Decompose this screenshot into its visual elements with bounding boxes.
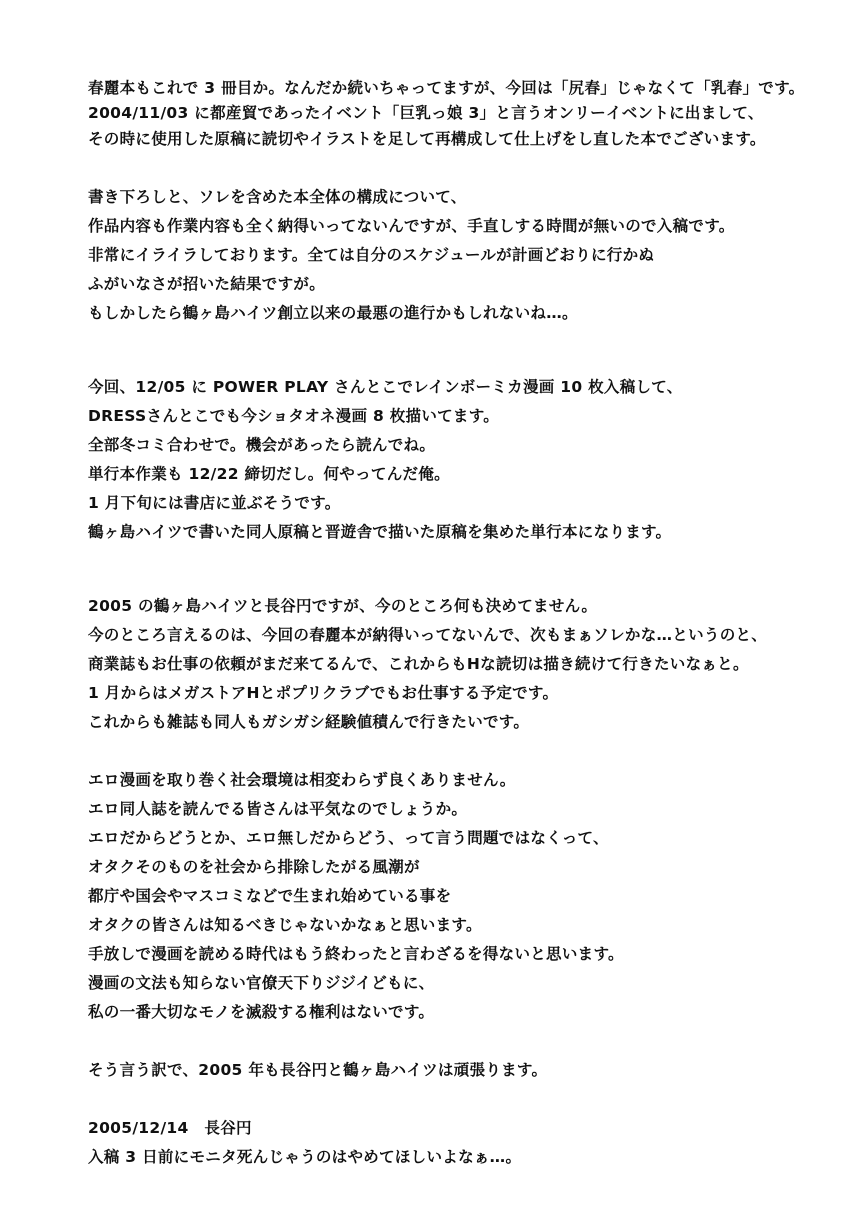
text-line: 手放しで漫画を読める時代はもう終わったと言わざるを得ないと思います。 [88,945,624,963]
text-line: 単行本作業も 12/22 締切だし。何やってんだ俺。 [88,465,450,483]
text-line: 非常にイライラしております。全ては自分のスケジュールが計画どおりに行かぬ [88,246,655,264]
text-line: エロだからどうとか、エロ無しだからどう、って言う問題ではなくって、 [88,829,609,847]
text-line: 作品内容も作業内容も全く納得いってないんですが、手直しする時間が無いので入稿です。 [88,217,735,235]
text-line: 1 月下旬には書店に並ぶそうです。 [88,494,341,512]
text-line: オタクそのものを社会から排除したがる風潮が [88,858,420,876]
text-line: 春麗本もこれで 3 冊目か。なんだか続いちゃってますが、今回は「尻春」じゃなくて「乳春」です。 [88,79,805,97]
text-line: 今のところ言えるのは、今回の春麗本が納得いってないんで、次もまぁソレかな…というのと、 [88,626,768,644]
text-line: エロ漫画を取り巻く社会環境は相変わらず良くありません。 [88,771,516,789]
text-line: オタクの皆さんは知るべきじゃないかなぁと思います。 [88,916,482,934]
text-line: 都庁や国会やマスコミなどで生まれ始めている事を [88,887,452,905]
text-line: 商業誌もお仕事の依頼がまだ来てるんで、これからもHな読切は描き続けて行きたいなぁと。 [88,655,749,673]
text-line: これからも雑誌も同人もガシガシ経験値積んで行きたいです。 [88,713,530,731]
text-line: 入稿 3 日前にモニタ死んじゃうのはやめてほしいよなぁ…。 [88,1148,522,1166]
text-line: もしかしたら鶴ヶ島ハイツ創立以来の最悪の進行かもしれないね…。 [88,304,578,322]
text-line: 2004/11/03 に都産貿であったイベント「巨乳っ娘 3」と言うオンリーイベントに出まして、 [88,104,764,122]
text-line: 2005 の鶴ヶ島ハイツと長谷円ですが、今のところ何も決めてません。 [88,597,598,615]
text-line: DRESSさんとこでも今ショタオネ漫画 8 枚描いてます。 [88,407,500,425]
text-line: 書き下ろしと、ソレを含めた本全体の構成について、 [88,188,467,206]
text-line: エロ同人誌を読んでる皆さんは平気なのでしょうか。 [88,800,468,818]
signature-date-line: 2005/12/14 長谷円 [88,1119,252,1137]
text-line: 私の一番大切なモノを滅殺する権利はないです。 [88,1003,435,1021]
text-line: そう言う訳で、2005 年も長谷円と鶴ヶ島ハイツは頑張ります。 [88,1061,548,1079]
text-line: ふがいなさが招いた結果ですが。 [88,275,326,293]
text-line: 今回、12/05 に POWER PLAY さんとこでレインボーミカ漫画 10 枚入稿して、 [88,378,683,396]
text-line: 1 月からはメガストアHとポプリクラブでもお仕事する予定です。 [88,684,559,702]
text-line: 漫画の文法も知らない官僚天下りジジイどもに、 [88,974,435,992]
text-line: その時に使用した原稿に読切やイラストを足して再構成して仕上げをし直した本でございます。 [88,130,766,148]
text-line: 鶴ヶ島ハイツで書いた同人原稿と晋遊舎で描いた原稿を集めた単行本になります。 [88,523,672,541]
text-line: 全部冬コミ合わせで。機会があったら読んでね。 [88,436,436,454]
